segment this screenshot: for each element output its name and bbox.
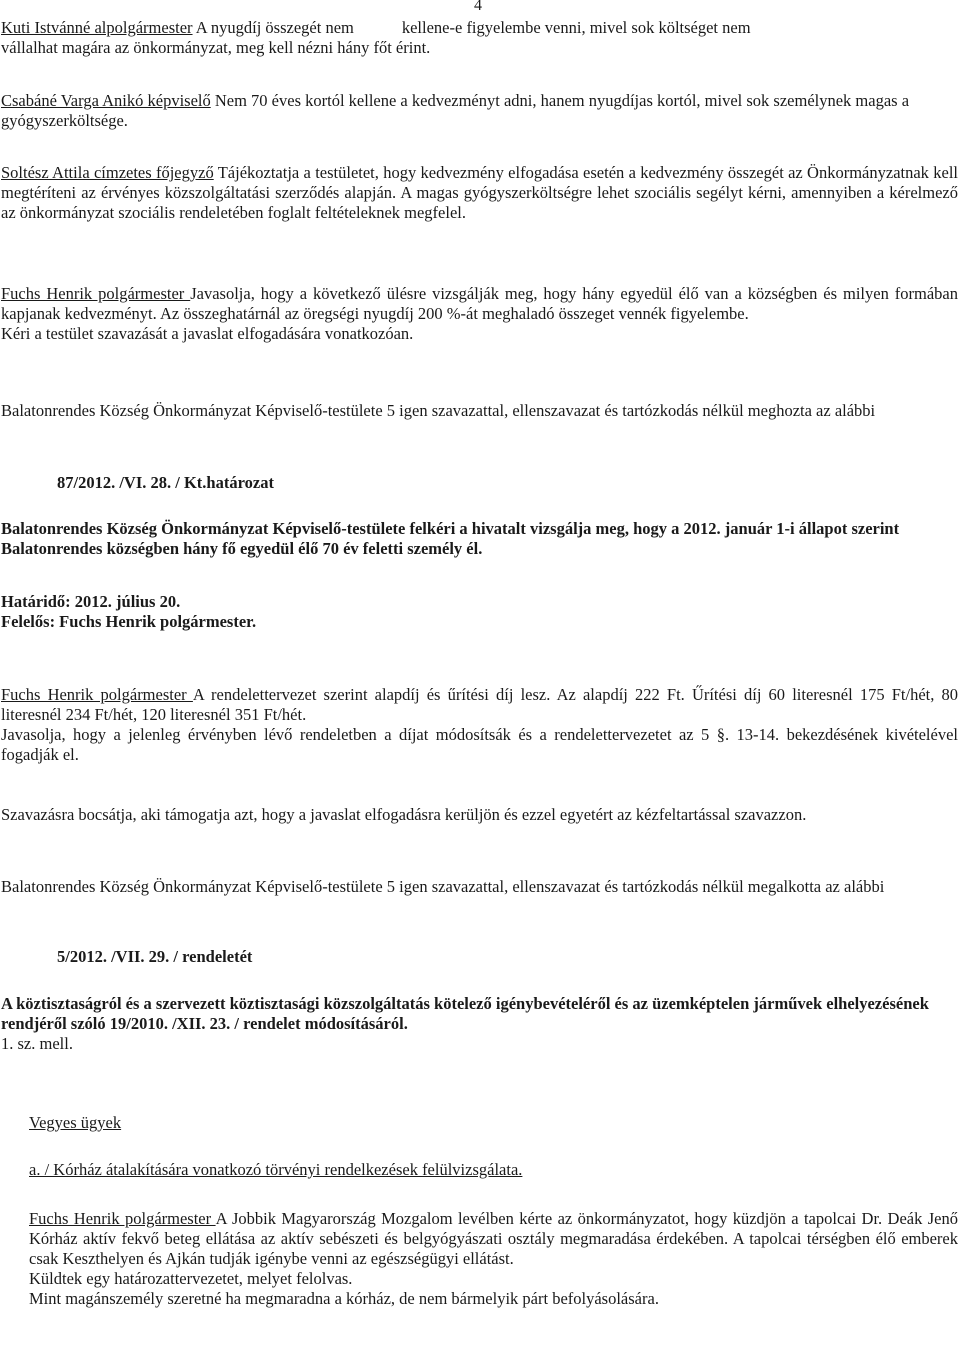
speaker-name: Fuchs Henrik polgármester	[29, 1209, 216, 1228]
speaker-name: Soltész Attila címzetes főjegyző	[1, 163, 214, 182]
decree-number	[57, 947, 958, 967]
page-number: 4	[474, 0, 482, 14]
paragraph-csabane	[1, 91, 958, 131]
decree-number-text: 5/2012. /VII. 29. / rendeletét	[57, 947, 253, 966]
paragraph-text: Nem 70 éves kortól kellene a kedvezményt adni, hanem nyugdíjas kortól, mivel sok személynek magas a gyógyszerköltsége.	[1, 91, 910, 130]
paragraph-text-line2: Kéri a testület szavazását a javaslat elfogadására vonatkozóan.	[1, 324, 414, 343]
paragraph-text-line2: vállalhat magára az önkormányzat, meg kell nézni hány főt érint.	[1, 38, 431, 57]
paragraph-fuchs-2	[1, 685, 958, 765]
resolution-number	[57, 473, 958, 493]
vote-paragraph-1	[1, 401, 958, 421]
vote-text: Balatonrendes Község Önkormányzat Képviselő-testülete 5 igen szavazattal, ellenszavazat és tartózkodás nélkül megalkotta az alábbi	[1, 877, 885, 896]
resolution-deadline	[1, 592, 958, 632]
paragraph-text: A nyugdíj összegét nem	[192, 18, 354, 37]
paragraph-text: Tájékoztatja a testületet, hogy kedvezmény elfogadása esetén a kedvezmény összegét az Önkormányzatnak kell megtéríteni az érvényes közszolgáltatási szerződés alapján. A magas gyógyszerköltségre lehet szociális segélyt kérni, amennyiben a kérelmező az önkormányzat szociális rendeletében foglalt feltételeknek megfelel.	[1, 163, 958, 222]
speaker-name: Fuchs Henrik polgármester	[1, 284, 191, 303]
paragraph-text-line2: Küldtek egy határozattervezetet, melyet felolvas.	[29, 1269, 353, 1288]
speaker-name: Csabáné Varga Anikó képviselő	[1, 91, 211, 110]
deadline-text: Határidő: 2012. július 20.	[1, 592, 181, 611]
resolution-number-text: 87/2012. /VI. 28. / Kt.határozat	[57, 473, 274, 492]
responsible-text: Felelős: Fuchs Henrik polgármester.	[1, 612, 257, 631]
paragraph-text: A Jobbik Magyarország Mozgalom levélben kérte az önkormányzatot, hogy küzdjön a tapolcai Dr. Deák Jenő Kórház aktív fekvő beteg ellátása az aktív sebészeti és belgyógyászati osztály megmaradása érdekében. A tapolcai térségben élő emberek csak Keszthelyen és Ajkán tudják igénybe venni az egészségügyi ellátást.	[29, 1209, 958, 1268]
paragraph-text-line2: Javasolja, hogy a jelenleg érvényben lévő rendeletben a díjat módosítsák és a rendelettervezetet az 5 §. 13-14. bekezdésének kivételével fogadják el.	[1, 725, 958, 764]
paragraph-text-line3: Mint magánszemély szeretné ha megmaradna a kórház, de nem bármelyik párt befolyásolására.	[29, 1289, 659, 1308]
vote-call-text: Szavazásra bocsátja, aki támogatja azt, hogy a javaslat elfogadásra kerüljön és ezzel egyetért az kézfeltartással szavazzon.	[1, 805, 807, 824]
paragraph-text-cont: kellene-e figyelembe venni, mivel sok költséget nem	[401, 18, 751, 37]
decree-title	[1, 994, 958, 1054]
paragraph-fuchs-1	[1, 284, 958, 344]
vote-text: Balatonrendes Község Önkormányzat Képviselő-testülete 5 igen szavazattal, ellenszavazat és tartózkodás nélkül meghozta az alábbi	[1, 401, 876, 420]
speaker-name: Fuchs Henrik polgármester	[1, 685, 193, 704]
decree-annex: 1. sz. mell.	[1, 1034, 73, 1053]
vote-paragraph-2	[1, 877, 958, 897]
vote-call-paragraph	[1, 805, 958, 825]
resolution-body-text: Balatonrendes Község Önkormányzat Képviselő-testülete felkéri a hivatalt vizsgálja meg, hogy a 2012. január 1-i állapot szerint Balatonrendes községben hány fő egyedül élő 70 év feletti személy él.	[1, 519, 900, 558]
section-heading-text: Vegyes ügyek	[29, 1113, 122, 1132]
paragraph-text: A rendelettervezet szerint alapdíj és űrítési díj lesz. Az alapdíj 222 Ft. Űrítési díj 60 literesnél 175 Ft/hét, 80 literesnél 234 Ft/hét, 120 literesnél 351 Ft/hét.	[1, 685, 958, 724]
resolution-body	[1, 519, 958, 559]
paragraph-kuti	[1, 18, 958, 58]
agenda-item-a-text: a. / Kórház átalakítására vonatkozó törvényi rendelkezések felülvizsgálata.	[29, 1160, 523, 1179]
paragraph-soltesz	[1, 163, 958, 223]
paragraph-text: Javasolja, hogy a következő ülésre vizsgálják meg, hogy hány egyedül élő van a községben és milyen formában kapjanak kedvezményt. Az összeghatárnál az öregségi nyugdíj 200 %-át meghaladó összeget vennék figyelembe.	[1, 284, 958, 323]
section-heading	[29, 1113, 958, 1133]
decree-title-text: A köztisztaságról és a szervezett köztisztasági közszolgáltatás kötelező igénybevételéről és az üzemképtelen járművek elhelyezésének rendjéről szóló 19/2010. /XII. 23. / rendelet módosításáról.	[1, 994, 929, 1033]
agenda-item-a	[29, 1160, 958, 1180]
speaker-name: Kuti Istvánné alpolgármester	[1, 18, 193, 37]
paragraph-fuchs-3	[29, 1209, 958, 1309]
